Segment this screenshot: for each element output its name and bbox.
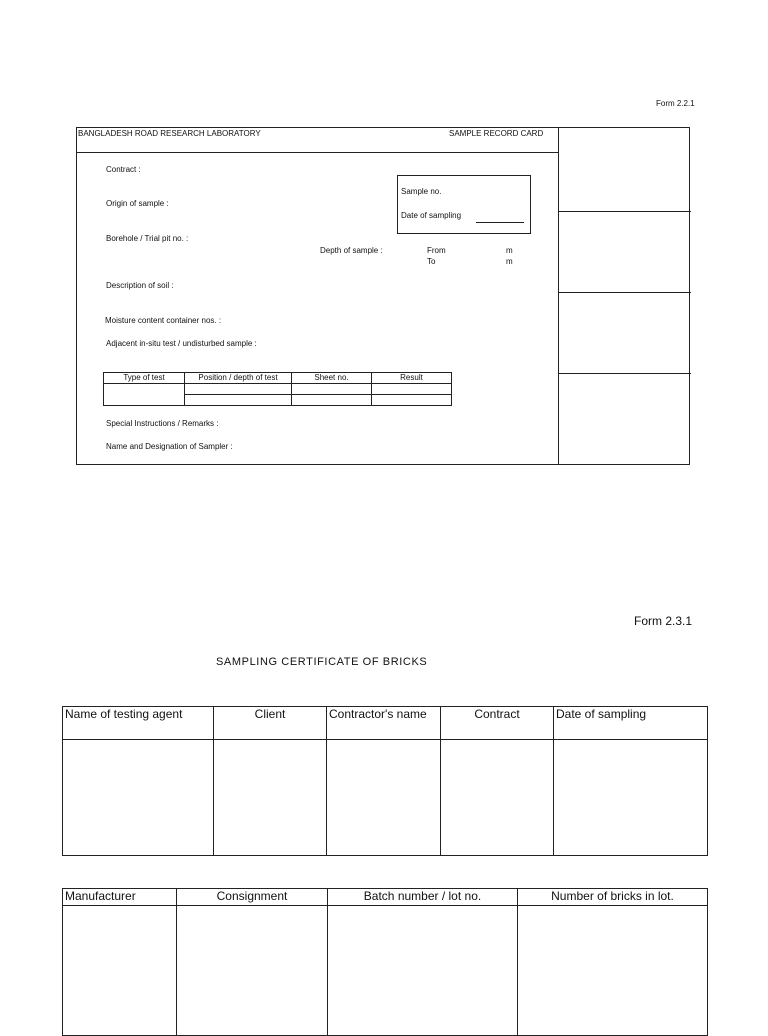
table1-header-client: Client bbox=[214, 707, 327, 740]
sampler-name-label: Name and Designation of Sampler : bbox=[106, 442, 233, 451]
test-table-cell[interactable] bbox=[185, 384, 292, 395]
form-number-2-2-1: Form 2.2.1 bbox=[656, 99, 695, 108]
origin-of-sample-label: Origin of sample : bbox=[106, 199, 169, 208]
depth-to-unit: m bbox=[506, 257, 513, 266]
table1-cell[interactable] bbox=[327, 740, 441, 856]
table1-header-date-of-sampling: Date of sampling bbox=[554, 707, 708, 740]
contract-label: Contract : bbox=[106, 165, 141, 174]
table2-header-consignment: Consignment bbox=[177, 889, 328, 906]
test-table-cell[interactable] bbox=[372, 384, 452, 395]
test-table-cell[interactable] bbox=[104, 384, 185, 406]
certificate-title: SAMPLING CERTIFICATE OF BRICKS bbox=[216, 656, 428, 668]
table2-cell[interactable] bbox=[328, 906, 518, 1036]
right-column-divider-3 bbox=[558, 373, 691, 374]
date-of-sampling-field[interactable] bbox=[476, 222, 524, 223]
test-table-header: Position / depth of test bbox=[185, 373, 292, 384]
table1-cell[interactable] bbox=[441, 740, 554, 856]
depth-of-sample-label: Depth of sample : bbox=[320, 246, 383, 255]
table2-cell[interactable] bbox=[63, 906, 177, 1036]
table2-cell[interactable] bbox=[518, 906, 708, 1036]
table1-header-contract: Contract bbox=[441, 707, 554, 740]
form-number-2-3-1: Form 2.3.1 bbox=[634, 614, 693, 628]
test-table-header: Result bbox=[372, 373, 452, 384]
test-table bbox=[103, 372, 452, 406]
test-table-cell[interactable] bbox=[292, 395, 372, 406]
table1-cell[interactable] bbox=[63, 740, 214, 856]
card-right-column-divider bbox=[558, 128, 559, 464]
sample-info-box bbox=[397, 175, 531, 234]
sample-record-card bbox=[76, 127, 690, 465]
table1-cell[interactable] bbox=[214, 740, 327, 856]
right-column-divider-2 bbox=[558, 292, 691, 293]
table2-header-number-of-bricks: Number of bricks in lot. bbox=[518, 889, 708, 906]
table2-header-manufacturer: Manufacturer bbox=[63, 889, 177, 906]
table1-cell[interactable] bbox=[554, 740, 708, 856]
date-of-sampling-label: Date of sampling bbox=[401, 211, 462, 220]
certificate-table-1 bbox=[62, 706, 708, 856]
table1-header-contractor: Contractor's name bbox=[327, 707, 441, 740]
sample-no-label: Sample no. bbox=[401, 187, 442, 196]
special-instructions-label: Special Instructions / Remarks : bbox=[106, 419, 219, 428]
test-table-header: Sheet no. bbox=[292, 373, 372, 384]
depth-from-unit: m bbox=[506, 246, 513, 255]
card-header-title: SAMPLE RECORD CARD bbox=[449, 129, 544, 138]
card-header-lab-name: BANGLADESH ROAD RESEARCH LABORATORY bbox=[78, 129, 261, 138]
depth-to-label: To bbox=[427, 257, 436, 266]
test-table-header: Type of test bbox=[104, 373, 185, 384]
card-header-divider bbox=[77, 152, 558, 153]
description-of-soil-label: Description of soil : bbox=[106, 281, 174, 290]
table1-header-testing-agent: Name of testing agent bbox=[63, 707, 214, 740]
table2-header-batch-number: Batch number / lot no. bbox=[328, 889, 518, 906]
right-column-divider-1 bbox=[558, 211, 691, 212]
moisture-content-label: Moisture content container nos. : bbox=[105, 316, 222, 325]
depth-from-label: From bbox=[427, 246, 446, 255]
test-table-cell[interactable] bbox=[372, 395, 452, 406]
test-table-cell[interactable] bbox=[185, 395, 292, 406]
table2-cell[interactable] bbox=[177, 906, 328, 1036]
test-table-cell[interactable] bbox=[292, 384, 372, 395]
borehole-label: Borehole / Trial pit no. : bbox=[106, 234, 189, 243]
certificate-table-2 bbox=[62, 888, 708, 1036]
adjacent-test-label: Adjacent in-situ test / undisturbed sample : bbox=[106, 339, 257, 348]
